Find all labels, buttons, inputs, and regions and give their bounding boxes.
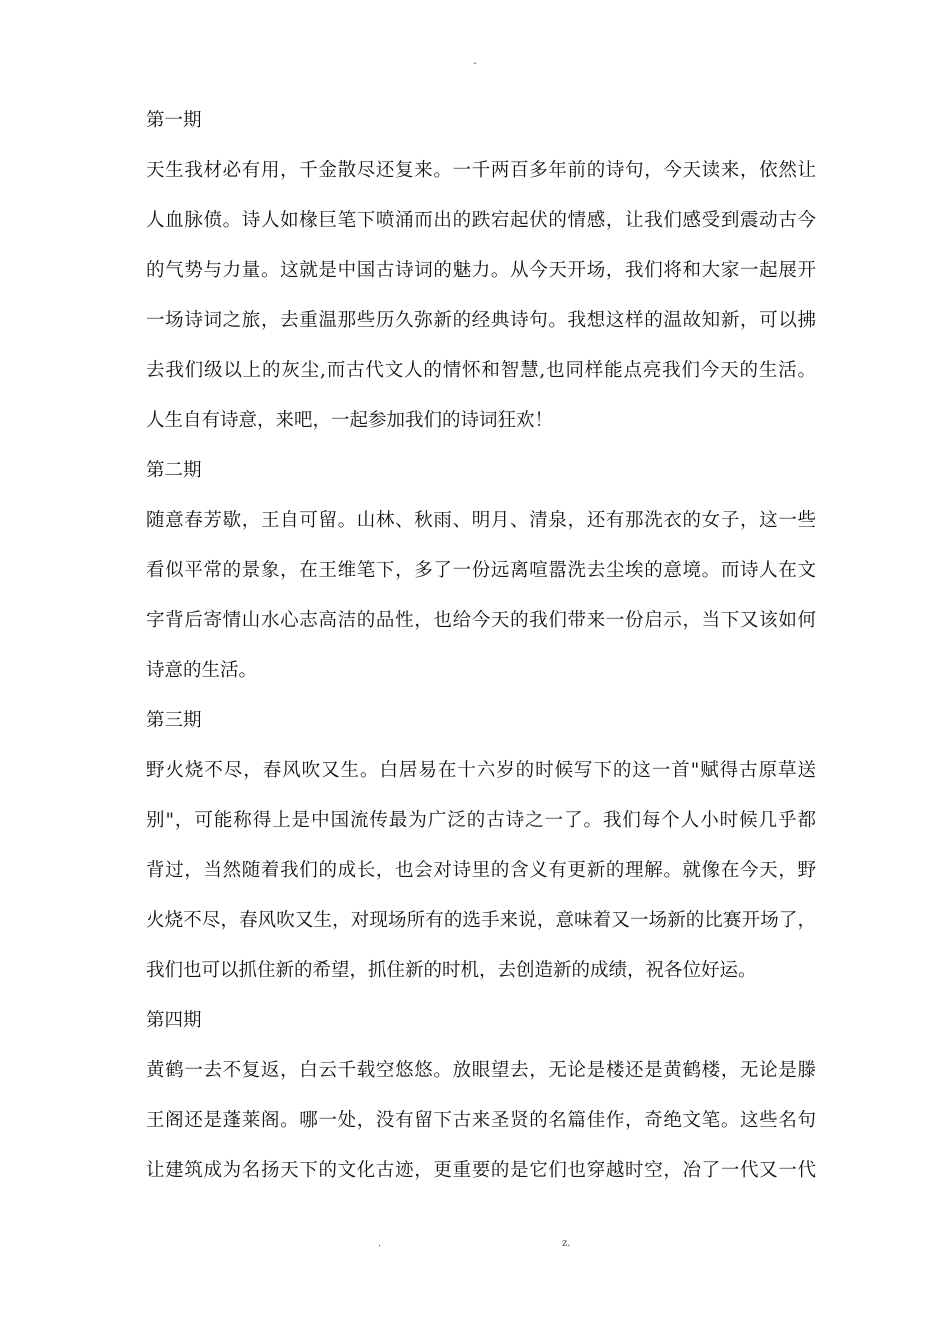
page-header-mark: - <box>473 58 477 69</box>
section-title: 第三期 <box>146 710 202 731</box>
paragraph-line: 天生我材必有用，千金散尽还复来。一千两百多年前的诗句，今天读来，依然让 <box>146 160 816 181</box>
paragraph-line: 背过，当然随着我们的成长，也会对诗里的含义有更新的理解。就像在今天，野 <box>146 860 816 881</box>
page-footer-left-mark: . <box>378 1238 382 1249</box>
section-title: 第四期 <box>146 1010 202 1031</box>
paragraph-line: 看似平常的景象，在王维笔下，多了一份远离喧嚣洗去尘埃的意境。而诗人在文 <box>146 560 816 581</box>
paragraph-line: 别"，可能称得上是中国流传最为广泛的古诗之一了。我们每个人小时候几乎都 <box>146 810 816 831</box>
paragraph-line: 字背后寄情山水心志高洁的品性，也给今天的我们带来一份启示，当下又该如何 <box>146 610 816 631</box>
paragraph-line: 我们也可以抓住新的希望，抓住新的时机，去创造新的成绩，祝各位好运。 <box>146 960 757 981</box>
paragraph-line: 诗意的生活。 <box>146 660 258 681</box>
section-title: 第一期 <box>146 110 202 131</box>
paragraph-line: 的气势与力量。这就是中国古诗词的魅力。从今天开场，我们将和大家一起展开 <box>146 260 816 281</box>
paragraph-line: 让建筑成为名扬天下的文化古迹，更重要的是它们也穿越时空，冶了一代又一代 <box>146 1160 816 1181</box>
paragraph-line: 火烧不尽，春风吹又生，对现场所有的选手来说，意味着又一场新的比赛开场了， <box>146 910 816 931</box>
paragraph-line: 随意春芳歇，王自可留。山林、秋雨、明月、清泉，还有那洗衣的女子，这一些 <box>146 510 816 531</box>
paragraph-line: 一场诗词之旅，去重温那些历久弥新的经典诗句。我想这样的温故知新，可以拂 <box>146 310 816 331</box>
page-footer-right-mark: z. <box>562 1238 571 1249</box>
paragraph-line: 野火烧不尽，春风吹又生。白居易在十六岁的时候写下的这一首"赋得古原草送 <box>146 760 816 781</box>
paragraph-line: 人血脉偾。诗人如椽巨笔下喷涌而出的跌宕起伏的情感，让我们感受到震动古今 <box>146 210 816 231</box>
paragraph-line: 人生自有诗意，来吧，一起参加我们的诗词狂欢！ <box>146 410 554 431</box>
paragraph-line: 去我们级以上的灰尘,而古代文人的情怀和智慧,也同样能点亮我们今天的生活。 <box>146 360 816 381</box>
paragraph-line: 黄鹤一去不复返，白云千载空悠悠。放眼望去，无论是楼还是黄鹤楼，无论是滕 <box>146 1060 816 1081</box>
paragraph-line: 王阁还是蓬莱阁。哪一处，没有留下古来圣贤的名篇佳作，奇绝文笔。这些名句 <box>146 1110 816 1131</box>
section-title: 第二期 <box>146 460 202 481</box>
document-body <box>146 96 816 1196</box>
